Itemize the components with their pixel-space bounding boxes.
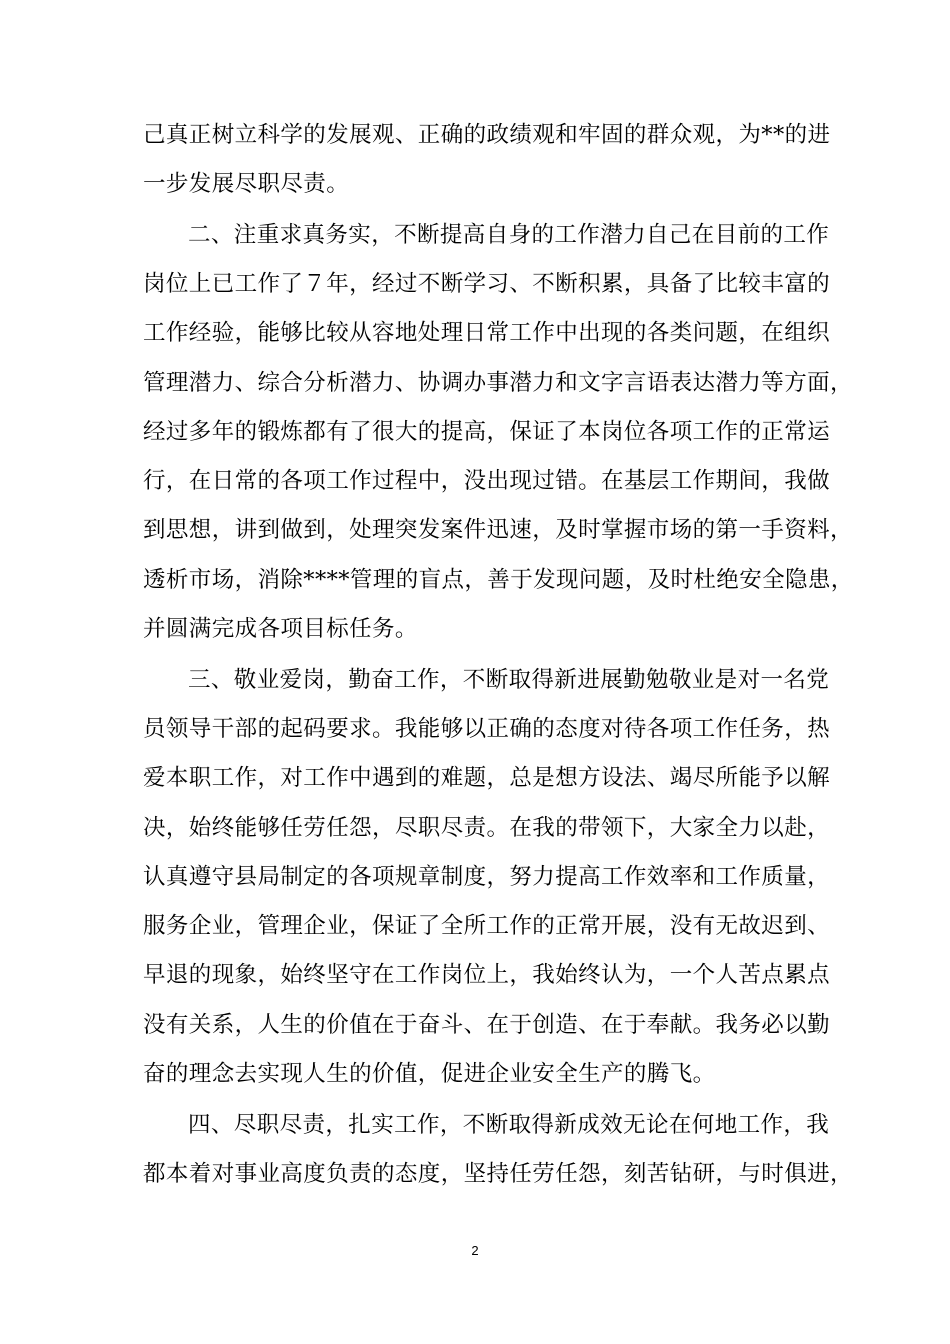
text-line: 一步发展尽职尽责。	[143, 171, 350, 197]
text-line: 并圆满完成各项目标任务。	[143, 616, 418, 642]
text-line: 己真正树立科学的发展观、正确的政绩观和牢固的群众观，为**的进	[143, 122, 831, 148]
text-line: 奋的理念去实现人生的价值，促进企业安全生产的腾飞。	[143, 1061, 716, 1087]
text-line: 岗位上已工作了７年，经过不断学习、不断积累，具备了比较丰富的	[143, 271, 831, 297]
text-line: 员领导干部的起码要求。我能够以正确的态度对待各项工作任务，热	[143, 716, 831, 742]
text-line: 认真遵守县局制定的各项规章制度，努力提高工作效率和工作质量，	[143, 864, 831, 890]
text-line: 爱本职工作，对工作中遇到的难题，总是想方设法、竭尽所能予以解	[143, 765, 831, 791]
text-line: 没有关系，人生的价值在于奋斗、在于创造、在于奉献。我务必以勤	[143, 1012, 831, 1038]
paragraph-heading-line: 三、敬业爱岗，勤奋工作，不断取得新进展勤勉敬业是对一名党	[188, 667, 830, 693]
text-line: 行，在日常的各项工作过程中，没出现过错。在基层工作期间，我做	[143, 468, 831, 494]
text-line: 经过多年的锻炼都有了很大的提高，保证了本岗位各项工作的正常运	[143, 419, 831, 445]
text-line: 到思想，讲到做到，处理突发案件迅速，及时掌握市场的第一手资料，	[143, 517, 853, 543]
text-line: 早退的现象，始终坚守在工作岗位上，我始终认为，一个人苦点累点	[143, 962, 831, 988]
text-line: 都本着对事业高度负责的态度，坚持任劳任怨，刻苦钻研，与时俱进，	[143, 1161, 853, 1187]
text-line: 管理潜力、综合分析潜力、协调办事潜力和文字言语表达潜力等方面，	[143, 370, 853, 396]
page-number: 2	[471, 1243, 479, 1258]
paragraph-heading-line: 四、尽职尽责，扎实工作，不断取得新成效无论在何地工作，我	[188, 1112, 830, 1138]
text-line: 决，始终能够任劳任怨，尽职尽责。在我的带领下，大家全力以赴，	[143, 815, 831, 841]
paragraph-heading-line: 二、注重求真务实，不断提高自身的工作潜力自己在目前的工作	[188, 222, 830, 248]
text-line: 服务企业，管理企业，保证了全所工作的正常开展，没有无故迟到、	[143, 913, 831, 939]
text-line: 透析市场，消除****管理的盲点，善于发现问题，及时杜绝安全隐患，	[143, 567, 854, 593]
text-line: 工作经验，能够比较从容地处理日常工作中出现的各类问题，在组织	[143, 320, 831, 346]
